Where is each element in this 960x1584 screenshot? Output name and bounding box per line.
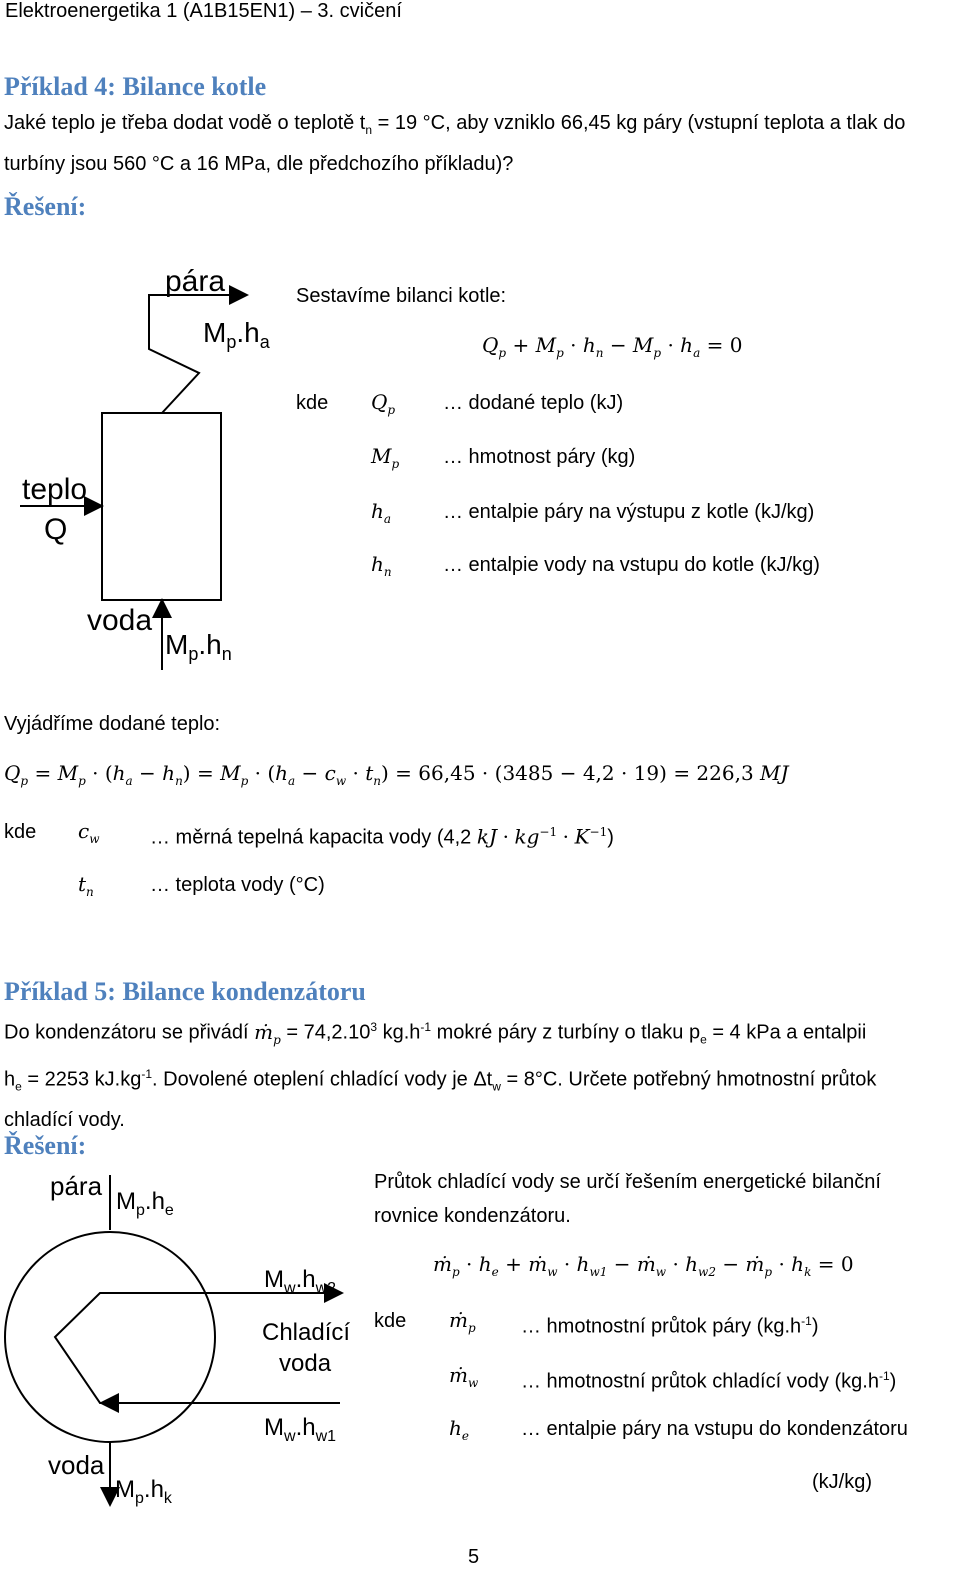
def-symbol-mp: $M_p$ xyxy=(371,444,400,471)
heat-equation: $Q_p = M_p \cdot (h_a - h_n) = M_p \cdot (h_a - c_w \cdot t_n) = 66,45 \cdot (3485 - 4,2 \cdot 19) = 226,3$ MJ xyxy=(4,761,789,788)
heat-defs-kde: kde xyxy=(4,821,37,843)
steam-label: pára xyxy=(50,1171,103,1201)
cooling-water-label-2: voda xyxy=(279,1350,332,1377)
def-symbol-mp-dot: ṁ$_p$ xyxy=(449,1308,476,1335)
document-header: Elektroenergetika 1 (A1B15EN1) – 3. cvičení xyxy=(5,0,402,22)
boiler-balance-intro: Sestavíme bilanci kotle: xyxy=(296,285,507,307)
def-desc-he: … entalpie páry na vstupu do kondenzátoru xyxy=(521,1418,908,1440)
condensate-label: voda xyxy=(48,1450,105,1480)
def-symbol-qp: $Q_p$ xyxy=(371,390,396,417)
water-label: voda xyxy=(87,604,153,637)
example-5-solution-heading: Řešení: xyxy=(4,1131,87,1160)
water-flow-label: $M_p.h_n$ xyxy=(165,629,232,664)
condensate-flow-label: $M_p.h_k$ xyxy=(115,1476,172,1507)
steam-outlet-arrow xyxy=(149,295,245,413)
example-5-title: Příklad 5: Bilance kondenzátoru xyxy=(4,977,366,1006)
condenser-defs-kde: kde xyxy=(374,1310,407,1332)
def-desc-hn: … entalpie vody na vstupu do kotle (kJ/kg) xyxy=(443,554,820,576)
heat-label: teplo xyxy=(22,473,88,506)
example-4-solution-heading: Řešení: xyxy=(4,192,87,221)
express-heat-label: Vyjádříme dodané teplo: xyxy=(4,713,221,735)
page-number: 5 xyxy=(468,1546,480,1568)
example-5-question: Do kondenzátoru se přivádí ṁ$_p$ = $74,2.10^3$ $kg.h^{-1}$ mokré páry z turbíny o tlaku $p_e = 4$ kPa a entalpii $h_e = 2253$ $kJ.kg^{-1}$. Dovolené oteplení chladící vody je $\Delta t_w = 8^\circ C$. Určete potřebný hmotnostní průtok chladící vody. xyxy=(4,1019,877,1132)
def-desc-cw: … měrná tepelná kapacita vody (4,2 kJ · $kg^{-1} \cdot K^{-1}$) xyxy=(150,824,614,849)
boiler-defs-kde: kde xyxy=(296,392,329,414)
def-symbol-cw: $c_w$ xyxy=(78,819,100,846)
def-symbol-hn: $h_n$ xyxy=(371,552,392,579)
heat-symbol: Q xyxy=(44,513,68,546)
def-desc-mp: … hmotnost páry (kg) xyxy=(443,446,636,468)
condenser-diagram xyxy=(0,1165,370,1510)
example-4-title: Příklad 4: Bilance kotle xyxy=(4,72,267,101)
cooling-inlet-label: $M_w.h_{w1}$ xyxy=(264,1414,337,1445)
steam-label: pára xyxy=(165,265,226,298)
condenser-intro: Průtok chladící vody se určí řešením energetické bilanční rovnice kondenzátoru. xyxy=(374,1171,881,1227)
steam-flow-label: $M_p.h_a$ xyxy=(203,317,270,352)
def-desc-mp-dot: … hmotnostní průtok páry $(kg.h^{-1})$ xyxy=(521,1314,819,1338)
def-desc-qp: … dodané teplo (kJ) xyxy=(443,392,624,414)
steam-flow-label: $M_p.h_e$ xyxy=(116,1188,174,1219)
def-desc-he-unit: (kJ/kg) xyxy=(812,1471,872,1493)
example-4-question: Jaké teplo je třeba dodat vodě o teplotě $t_n = 19$ °C, aby vzniklo 66,45 kg páry (vstupní teplota a tlak do turbíny jsou 560 °C a 16 MPa, dle předchozího příkladu)? xyxy=(4,112,906,175)
def-desc-mw-dot: … hmotnostní průtok chladící vody $(kg.h^{-1})$ xyxy=(521,1369,897,1393)
def-symbol-he: $h_e$ xyxy=(449,1416,469,1443)
boiler-balance-equation: $Q_p + M_p \cdot h_n - M_p \cdot h_a = 0$ xyxy=(482,333,743,360)
def-symbol-ha: $h_a$ xyxy=(371,499,392,526)
cooling-water-label-1: Chladící xyxy=(262,1319,351,1346)
boiler-diagram xyxy=(0,255,300,675)
cooling-outlet-label: $M_w.h_{w2}$ xyxy=(264,1266,337,1297)
def-symbol-mw-dot: ṁ$_w$ xyxy=(449,1363,479,1390)
def-symbol-tn: $t_n$ xyxy=(78,872,94,899)
def-desc-tn: … teplota vody (°C) xyxy=(150,874,325,896)
condenser-shell xyxy=(5,1232,215,1442)
cooling-coil xyxy=(55,1293,340,1403)
condenser-balance-equation: ṁ$_p$ · $h_e$ + ṁ$_w$ · $h_{w1}$ − ṁ$_w$ · $h_{w2}$ − ṁ$_p$ · $h_k = 0$ xyxy=(433,1252,854,1279)
def-desc-ha: … entalpie páry na výstupu z kotle (kJ/kg) xyxy=(443,501,815,523)
boiler-box xyxy=(102,413,221,600)
